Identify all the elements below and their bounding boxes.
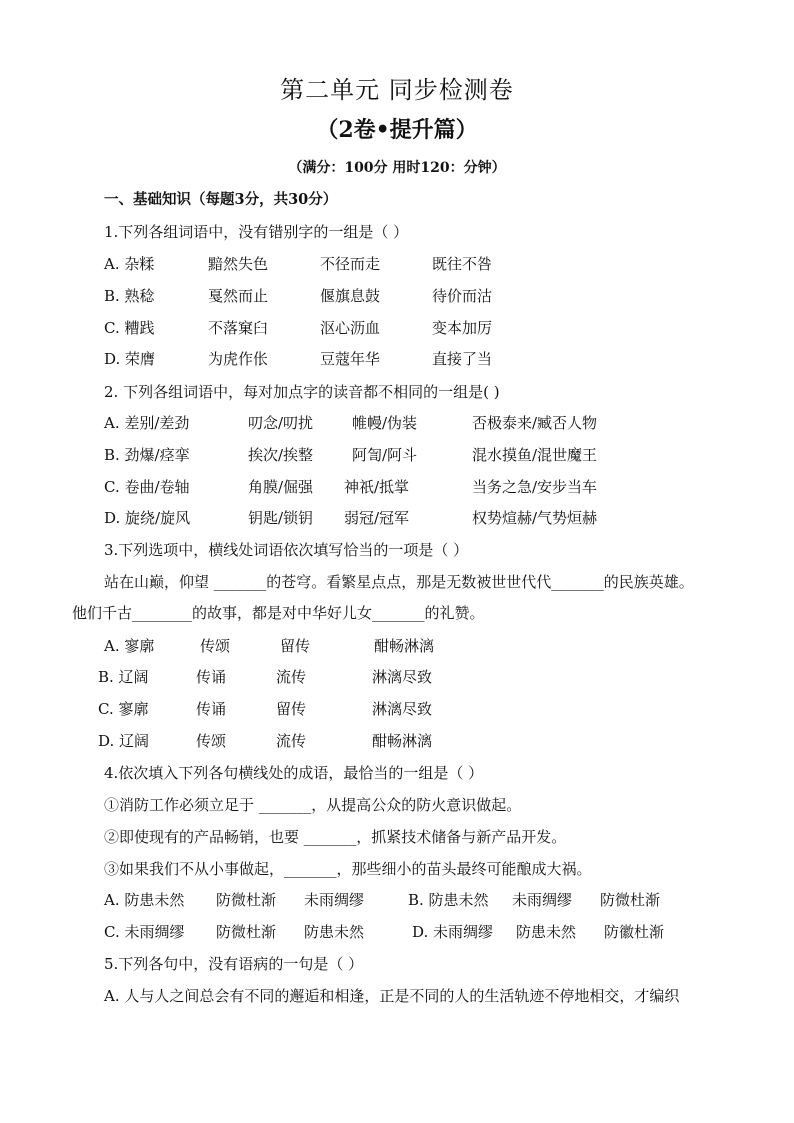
question-3-stem: 3.下列选项中，横线处词语依次填写恰当的一项是（ ） [104, 541, 469, 559]
option-cell: 黯然失色 [208, 255, 269, 273]
option-cell: 不落窠臼 [208, 319, 269, 337]
option-cell: 沤心沥血 [320, 319, 381, 337]
option-cell: D. 未雨绸缪 [412, 923, 494, 941]
option-cell: 叨念/叨扰 [248, 414, 314, 432]
option-cell: 酣畅淋漓 [372, 732, 433, 750]
question-3-passage: 站在山巅，仰望 _______的苍穹。看繁星点点，那是无数被世世代代_______的民族英雄。 [104, 573, 694, 591]
option-cell: B. 熟稔 [104, 287, 155, 305]
option-cell: A. 差别/差劲 [104, 414, 190, 432]
option-cell: B. 辽阔 [98, 668, 149, 686]
option-cell: 流传 [276, 732, 307, 750]
option-cell: 阿訇/阿斗 [352, 446, 418, 464]
option-cell: 传诵 [196, 700, 227, 718]
option-cell: 传颂 [196, 732, 227, 750]
option-cell: C. 未雨绸缪 [104, 923, 185, 941]
question-4-stem: 4.依次填入下列各句横线处的成语，最恰当的一组是（ ） [104, 764, 484, 782]
option-cell: 防徽杜渐 [604, 923, 665, 941]
option-cell: 弱冠/冠军 [344, 509, 410, 527]
question-5-option-a: A. 人与人之间总会有不同的邂逅和相逢，正是不同的人的生活轨迹不停地相交，才编织 [104, 987, 680, 1005]
question-5-stem: 5.下列各句中，没有语病的一句是（ ） [104, 955, 364, 973]
page-subtitle: （2卷•提升篇） [316, 117, 478, 143]
option-cell: 直接了当 [432, 350, 493, 368]
option-cell: 豆蔻年华 [320, 350, 381, 368]
option-cell: A. 寥廓 [104, 637, 155, 655]
exam-meta: （满分：100分 用时120：分钟） [288, 160, 506, 176]
option-cell: B. 防患未然 [408, 891, 489, 909]
option-cell: 酣畅淋漓 [374, 637, 435, 655]
option-cell: 防患未然 [304, 923, 365, 941]
option-cell: 留传 [280, 637, 311, 655]
option-cell: 传颂 [200, 637, 231, 655]
option-cell: 未雨绸缪 [512, 891, 573, 909]
question-3-passage-continued: 他们千古________的故事，都是对中华好儿女_______的礼赞。 [72, 604, 485, 622]
question-4-sentence-2: ②即使现有的产品畅销，也要 _______，抓紧技术储备与新产品开发。 [104, 828, 567, 846]
option-cell: 留传 [276, 700, 307, 718]
option-cell: 流传 [276, 668, 307, 686]
question-4-sentence-1: ①消防工作必须立足于 _______，从提高公众的防火意识做起。 [104, 796, 522, 814]
option-cell: 否极泰来/臧否人物 [472, 414, 598, 432]
option-cell: 偃旗息鼓 [320, 287, 381, 305]
question-2-stem: 2. 下列各组词语中，每对加点字的读音都不相同的一组是( ) [104, 383, 500, 401]
question-1-stem: 1.下列各组词语中，没有错别字的一组是（ ） [104, 223, 409, 241]
option-cell: 传诵 [196, 668, 227, 686]
option-cell: 不径而走 [320, 255, 381, 273]
option-cell: 淋漓尽致 [372, 700, 433, 718]
option-cell: C. 寥廓 [98, 700, 149, 718]
option-cell: 为虎作伥 [208, 350, 269, 368]
option-cell: 角膜/倔强 [248, 478, 314, 496]
option-cell: 挨次/挨整 [248, 446, 314, 464]
option-cell: 神祇/抵掌 [344, 478, 410, 496]
section-heading: 一、基础知识（每题3分，共30分） [104, 191, 338, 208]
option-cell: 待价而沽 [432, 287, 493, 305]
option-cell: A. 杂糅 [104, 255, 155, 273]
option-cell: C. 糟践 [104, 319, 155, 337]
option-cell: D. 辽阔 [98, 732, 150, 750]
page-title: 第二单元 同步检测卷 [280, 76, 514, 104]
option-cell: 混水摸鱼/混世魔王 [472, 446, 598, 464]
option-cell: B. 劲爆/痉挛 [104, 446, 190, 464]
option-cell: 钥匙/锁钥 [248, 509, 314, 527]
option-cell: 防微杜渐 [600, 891, 661, 909]
option-cell: D. 荣膺 [104, 350, 156, 368]
option-cell: D. 旋绕/旋风 [104, 509, 191, 527]
option-cell: 防微杜渐 [216, 923, 277, 941]
option-cell: 淋漓尽致 [372, 668, 433, 686]
option-cell: 帷幔/伪装 [352, 414, 418, 432]
option-cell: 当务之急/安步当车 [472, 478, 598, 496]
option-cell: 戛然而止 [208, 287, 269, 305]
option-cell: C. 卷曲/卷轴 [104, 478, 190, 496]
option-cell: A. 防患未然 [104, 891, 185, 909]
option-cell: 权势煊赫/气势烜赫 [472, 509, 598, 527]
option-cell: 防患未然 [516, 923, 577, 941]
option-cell: 变本加厉 [432, 319, 493, 337]
option-cell: 未雨绸缪 [304, 891, 365, 909]
question-4-sentence-3: ③如果我们不从小事做起，_______，那些细小的苗头最终可能酿成大祸。 [104, 860, 592, 878]
option-cell: 既往不咎 [432, 255, 493, 273]
option-cell: 防微杜渐 [216, 891, 277, 909]
